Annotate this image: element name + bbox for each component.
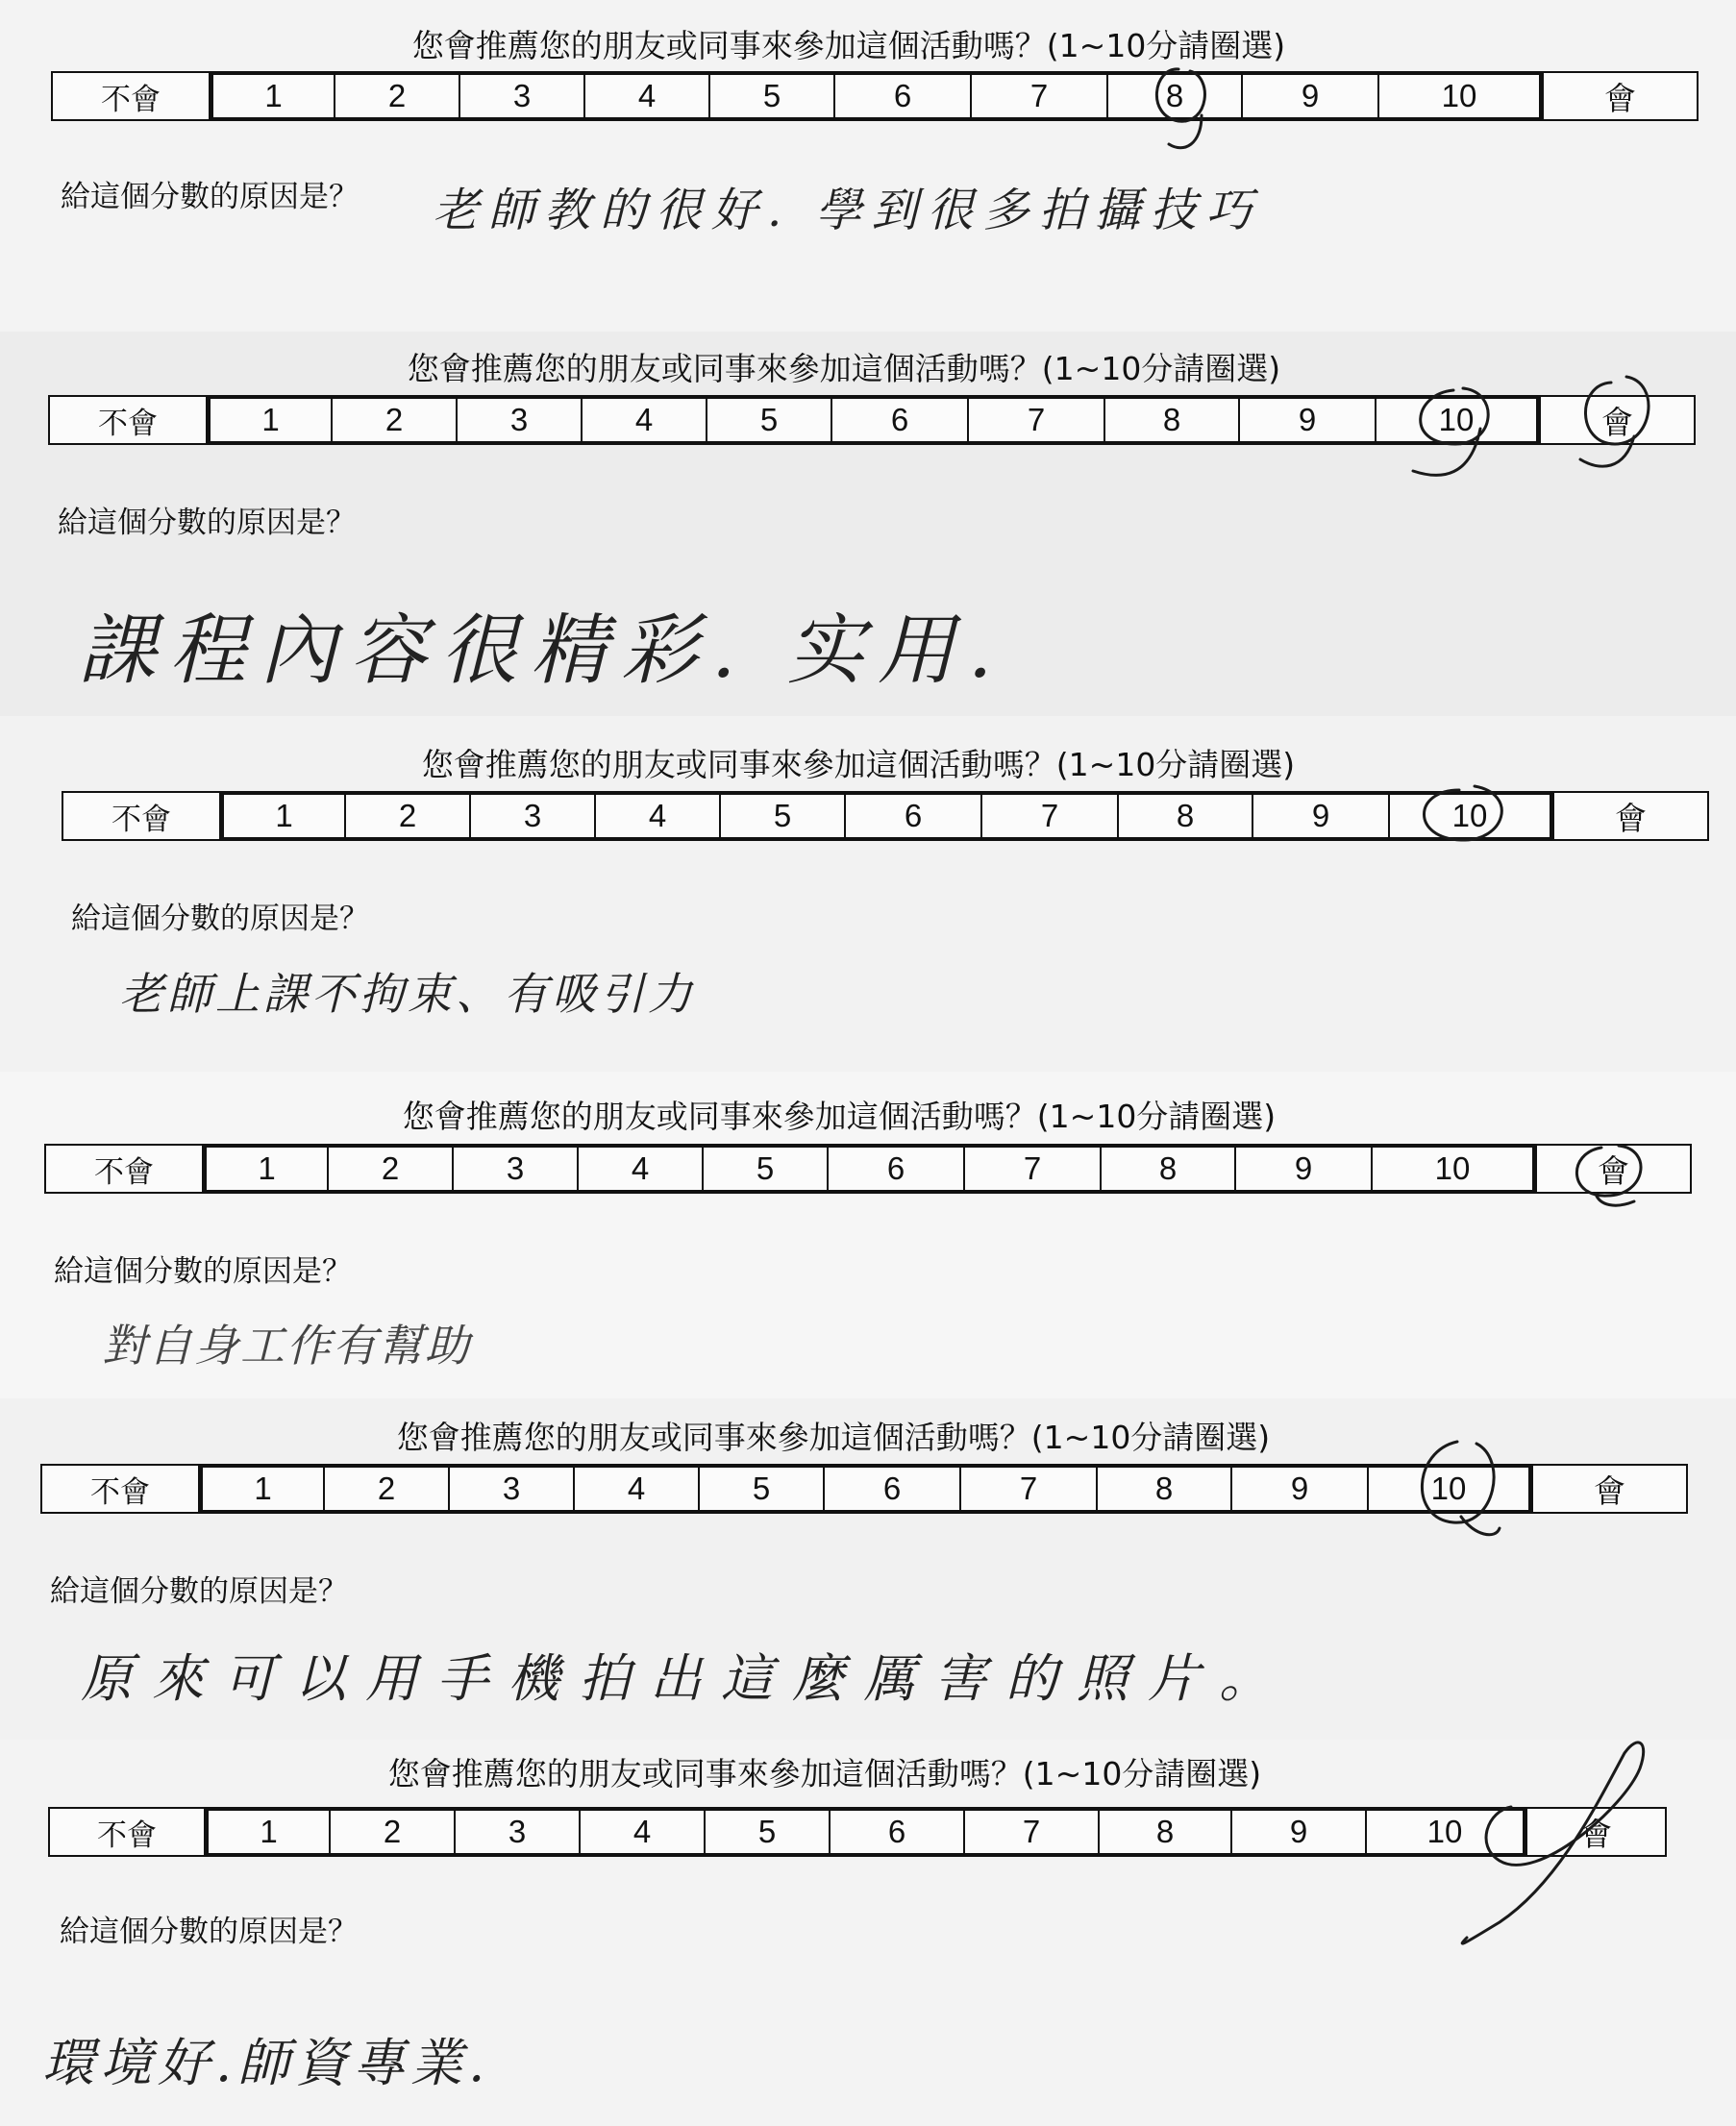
- scale-option-1[interactable]: 1: [209, 73, 334, 119]
- scale-left-label[interactable]: 不會: [98, 406, 158, 441]
- question-text: 您會推薦您的朋友或同事來參加這個活動嗎？(1~10分請圈選): [402, 1098, 1277, 1135]
- scale-right-label[interactable]: 會: [1528, 1466, 1686, 1512]
- scale-option-1[interactable]: 1: [198, 1466, 323, 1512]
- scale-left-label[interactable]: 不會: [97, 1817, 157, 1853]
- scale-option-9[interactable]: 9: [1252, 793, 1388, 839]
- scale-option-4[interactable]: 4: [594, 793, 719, 839]
- scale-option-7[interactable]: 7: [963, 1146, 1100, 1192]
- scale-option-5[interactable]: 5: [698, 1466, 823, 1512]
- scale-option-7[interactable]: 7: [959, 1466, 1096, 1512]
- scale-option-5[interactable]: 5: [708, 73, 833, 119]
- scale-option-8[interactable]: 8: [1098, 1809, 1230, 1855]
- scale-option-5[interactable]: 5: [706, 397, 831, 443]
- scale-left-label[interactable]: 不會: [101, 82, 161, 117]
- scale-left-label[interactable]: 不會: [112, 802, 171, 837]
- scale-option-9[interactable]: 9: [1234, 1146, 1371, 1192]
- scale-right-label[interactable]: 會: [1550, 793, 1707, 839]
- question-text: 您會推薦您的朋友或同事來參加這個活動嗎？(1~10分請圈選): [421, 746, 1296, 783]
- reason-label: 給這個分數的原因是？: [71, 902, 369, 936]
- scale-option-10[interactable]: 10: [1377, 73, 1539, 119]
- scale-option-9[interactable]: 9: [1230, 1466, 1367, 1512]
- scale-option-10[interactable]: 10: [1375, 397, 1536, 443]
- scale-option-8[interactable]: 8: [1100, 1146, 1234, 1192]
- reason-label: 給這個分數的原因是？: [58, 506, 356, 540]
- scale-option-5[interactable]: 5: [702, 1146, 827, 1192]
- scale-option-2[interactable]: 2: [344, 793, 469, 839]
- question-text: 您會推薦您的朋友或同事來參加這個活動嗎？(1~10分請圈選): [396, 1419, 1271, 1456]
- scale-option-9[interactable]: 9: [1238, 397, 1375, 443]
- scale-option-5[interactable]: 5: [719, 793, 844, 839]
- rating-scale: [48, 1807, 1667, 1857]
- scale-option-5[interactable]: 5: [704, 1809, 829, 1855]
- scale-option-6[interactable]: 6: [833, 73, 970, 119]
- scale-option-6[interactable]: 6: [831, 397, 967, 443]
- scale-option-3[interactable]: 3: [452, 1146, 577, 1192]
- scale-option-8[interactable]: 8: [1104, 397, 1238, 443]
- scale-option-7[interactable]: 7: [970, 73, 1106, 119]
- scale-option-7[interactable]: 7: [980, 793, 1117, 839]
- scale-right-label[interactable]: 會: [1539, 73, 1697, 119]
- scale-option-2[interactable]: 2: [334, 73, 459, 119]
- scale-option-3[interactable]: 3: [454, 1809, 579, 1855]
- scale-option-4[interactable]: 4: [573, 1466, 698, 1512]
- scale-option-3[interactable]: 3: [469, 793, 594, 839]
- scale-option-9[interactable]: 9: [1230, 1809, 1365, 1855]
- handwritten-answer: 課程內容很精彩. 实用.: [79, 606, 1006, 695]
- scale-option-2[interactable]: 2: [327, 1146, 452, 1192]
- handwritten-answer: 環境好.師資專業.: [42, 2033, 491, 2093]
- reason-label: 給這個分數的原因是？: [61, 180, 359, 214]
- scale-option-4[interactable]: 4: [579, 1809, 704, 1855]
- scale-option-1[interactable]: 1: [206, 397, 331, 443]
- scale-option-1[interactable]: 1: [219, 793, 344, 839]
- handwritten-answer: 老師教的很好. 學到很多拍攝技巧: [433, 184, 1262, 237]
- reason-label: 給這個分數的原因是？: [50, 1574, 348, 1609]
- scale-option-6[interactable]: 6: [823, 1466, 959, 1512]
- scale-option-1[interactable]: 1: [202, 1146, 327, 1192]
- scale-left-label[interactable]: 不會: [90, 1474, 150, 1510]
- scale-option-10[interactable]: 10: [1365, 1809, 1523, 1855]
- scale-right-label[interactable]: 會: [1523, 1809, 1665, 1855]
- scale-option-4[interactable]: 4: [581, 397, 706, 443]
- question-text: 您會推薦您的朋友或同事來參加這個活動嗎？(1~10分請圈選): [407, 350, 1281, 387]
- scale-option-4[interactable]: 4: [583, 73, 708, 119]
- scale-option-3[interactable]: 3: [448, 1466, 573, 1512]
- scale-option-8[interactable]: 8: [1106, 73, 1241, 119]
- scale-option-6[interactable]: 6: [829, 1809, 963, 1855]
- handwritten-answer: 對自身工作有幫助: [102, 1320, 471, 1372]
- scale-option-9[interactable]: 9: [1241, 73, 1377, 119]
- scale-option-10[interactable]: 10: [1371, 1146, 1532, 1192]
- scale-option-6[interactable]: 6: [844, 793, 980, 839]
- scale-option-8[interactable]: 8: [1117, 793, 1252, 839]
- scale-option-3[interactable]: 3: [459, 73, 583, 119]
- scale-option-2[interactable]: 2: [323, 1466, 448, 1512]
- question-text: 您會推薦您的朋友或同事來參加這個活動嗎？(1~10分請圈選): [411, 27, 1286, 64]
- scale-option-1[interactable]: 1: [204, 1809, 329, 1855]
- handwritten-answer: 原來可以用手機拍出這麼厲害的照片。: [81, 1648, 1290, 1709]
- handwritten-answer: 老師上課不拘束、有吸引力: [119, 968, 696, 1020]
- scale-option-2[interactable]: 2: [329, 1809, 454, 1855]
- scale-option-3[interactable]: 3: [456, 397, 581, 443]
- scale-right-label[interactable]: 會: [1536, 397, 1694, 443]
- scale-option-7[interactable]: 7: [967, 397, 1104, 443]
- scale-option-4[interactable]: 4: [577, 1146, 702, 1192]
- scale-option-6[interactable]: 6: [827, 1146, 963, 1192]
- question-text: 您會推薦您的朋友或同事來參加這個活動嗎？(1~10分請圈選): [387, 1755, 1262, 1792]
- scale-option-10[interactable]: 10: [1367, 1466, 1528, 1512]
- reason-label: 給這個分數的原因是？: [60, 1915, 358, 1949]
- reason-label: 給這個分數的原因是？: [54, 1254, 352, 1289]
- scale-option-10[interactable]: 10: [1388, 793, 1550, 839]
- scale-option-2[interactable]: 2: [331, 397, 456, 443]
- scale-option-8[interactable]: 8: [1096, 1466, 1230, 1512]
- scale-option-7[interactable]: 7: [963, 1809, 1098, 1855]
- scale-right-label[interactable]: 會: [1532, 1146, 1690, 1192]
- scale-left-label[interactable]: 不會: [94, 1154, 154, 1190]
